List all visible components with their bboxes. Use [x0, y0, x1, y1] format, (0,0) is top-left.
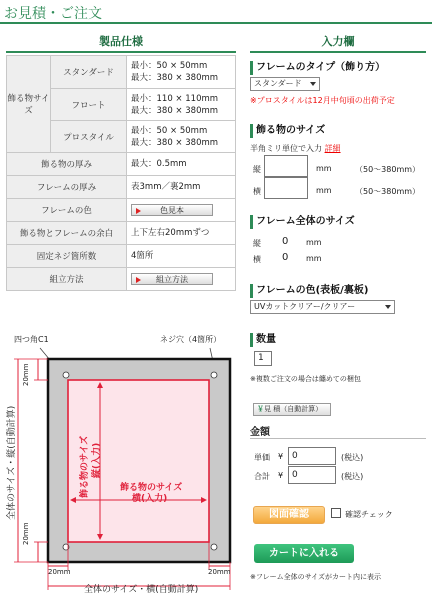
divider	[250, 438, 426, 439]
spec-value: 最小：50 × 50mm 最大：380 × 380mm	[127, 121, 236, 153]
cart-note: ※フレーム全体のサイズがカート内に表示	[250, 573, 382, 581]
spec-value: 表3mm／裏2mm	[127, 176, 236, 199]
currency-symbol: ¥	[278, 471, 284, 480]
height-range: （50〜380mm）	[355, 165, 421, 174]
spec-label: プロスタイル	[51, 121, 127, 153]
total-price-label: 合計	[254, 472, 270, 481]
item-height-label: 飾る物のサイズ	[80, 435, 90, 498]
spec-value: 上下左右20mmずつ	[127, 222, 236, 245]
corner-label: 四つ角C1	[14, 335, 49, 344]
spec-label: 飾る物の厚み	[7, 153, 127, 176]
detail-link[interactable]: 詳細	[324, 144, 341, 153]
spec-label: 飾る物とフレームの余白	[7, 222, 127, 245]
price-label: 金額	[250, 427, 270, 438]
confirm-check-label: 確認チェック	[345, 510, 393, 519]
color-sample-button[interactable]: 色見本	[131, 204, 213, 216]
unit-label: mm	[306, 238, 322, 247]
frame-width-label: 横	[253, 255, 261, 264]
frame-diagram	[4, 344, 244, 599]
frame-height-label: 縦	[253, 239, 261, 248]
tax-label: (税込)	[341, 472, 364, 481]
height-label: 縦	[253, 165, 261, 174]
frame-width-value: 0	[282, 252, 289, 263]
add-to-cart-button[interactable]: カートに入れる	[254, 544, 354, 563]
width-label: 横	[253, 187, 261, 196]
spec-label: フロート	[51, 89, 127, 121]
spec-heading: 製品仕様	[6, 33, 236, 53]
chevron-down-icon	[385, 305, 391, 309]
spec-value: 最小：110 × 110mm 最大：380 × 380mm	[127, 89, 236, 121]
item-width-input-label: 横(入力)	[132, 494, 168, 504]
item-width-input[interactable]	[264, 177, 308, 199]
play-icon	[136, 277, 141, 283]
page-header	[0, 0, 432, 24]
spec-label: フレームの厚み	[7, 176, 127, 199]
spec-label: 組立方法	[7, 268, 127, 291]
frame-color-select[interactable]: UVカットクリアー/クリアー	[250, 300, 395, 314]
frame-size-label: フレーム全体のサイズ	[250, 215, 426, 229]
confirm-checkbox[interactable]	[331, 508, 341, 518]
spec-label: フレームの色	[7, 199, 127, 222]
screw-label: ネジ穴（4箇所）	[160, 335, 222, 344]
margin-label: 20mm	[208, 568, 231, 576]
currency-symbol: ¥	[278, 452, 284, 461]
margin-label: 20mm	[48, 568, 71, 576]
margin-label: 20mm	[22, 522, 30, 545]
yen-icon: ￥	[257, 405, 264, 413]
chevron-down-icon	[310, 82, 316, 86]
tax-label: (税込)	[341, 453, 364, 462]
spec-label: 固定ネジ箇所数	[7, 245, 127, 268]
spec-value: 4箇所	[127, 245, 236, 268]
total-price-value: 0	[288, 466, 336, 484]
input-hint: 半角ミリ単位で入力 詳細	[250, 144, 341, 153]
spec-group-label: 飾る物サイズ	[7, 56, 51, 153]
width-range: （50〜380mm）	[355, 187, 421, 196]
assembly-method-button[interactable]: 組立方法	[131, 273, 213, 285]
item-size-label: 飾る物のサイズ	[250, 124, 426, 138]
item-height-input[interactable]	[264, 155, 308, 177]
frame-color-label: フレームの色(表板/裏板)	[250, 284, 426, 298]
spec-value: 最大：0.5mm	[127, 153, 236, 176]
page-title: お見積・ご注文	[4, 6, 102, 22]
frame-type-note: ※プロスタイルは12月中旬頃の出荷予定	[250, 96, 395, 105]
quantity-label: 数量	[250, 333, 426, 347]
unit-label: mm	[316, 164, 332, 173]
unit-price-label: 単価	[254, 453, 270, 462]
quantity-input[interactable]: 1	[254, 351, 272, 366]
estimate-button[interactable]: ￥見 積（自動計算）	[253, 403, 331, 416]
total-width-label: 全体のサイズ・横(自動計算)	[84, 585, 199, 595]
play-icon	[136, 208, 141, 214]
item-height-input-label: 縦(入力)	[92, 442, 102, 478]
input-heading: 入力欄	[250, 33, 426, 53]
unit-price-value: 0	[288, 447, 336, 465]
frame-type-select[interactable]: スタンダード	[250, 77, 320, 91]
item-width-label: 飾る物のサイズ	[120, 483, 183, 493]
quantity-note: ※複数ご注文の場合は纏めての梱包	[250, 375, 361, 383]
unit-label: mm	[316, 186, 332, 195]
frame-height-value: 0	[282, 236, 289, 247]
frame-type-label: フレームのタイプ（飾り方）	[250, 61, 426, 75]
unit-label: mm	[306, 254, 322, 263]
spec-label: スタンダード	[51, 56, 127, 89]
total-height-label: 全体のサイズ・縦(自動計算)	[7, 405, 17, 520]
margin-label: 20mm	[22, 363, 30, 386]
spec-value: 最小：50 × 50mm 最大：380 × 380mm	[127, 56, 236, 89]
drawing-confirm-button[interactable]: 図面確認	[253, 506, 325, 524]
spec-table	[6, 55, 236, 291]
